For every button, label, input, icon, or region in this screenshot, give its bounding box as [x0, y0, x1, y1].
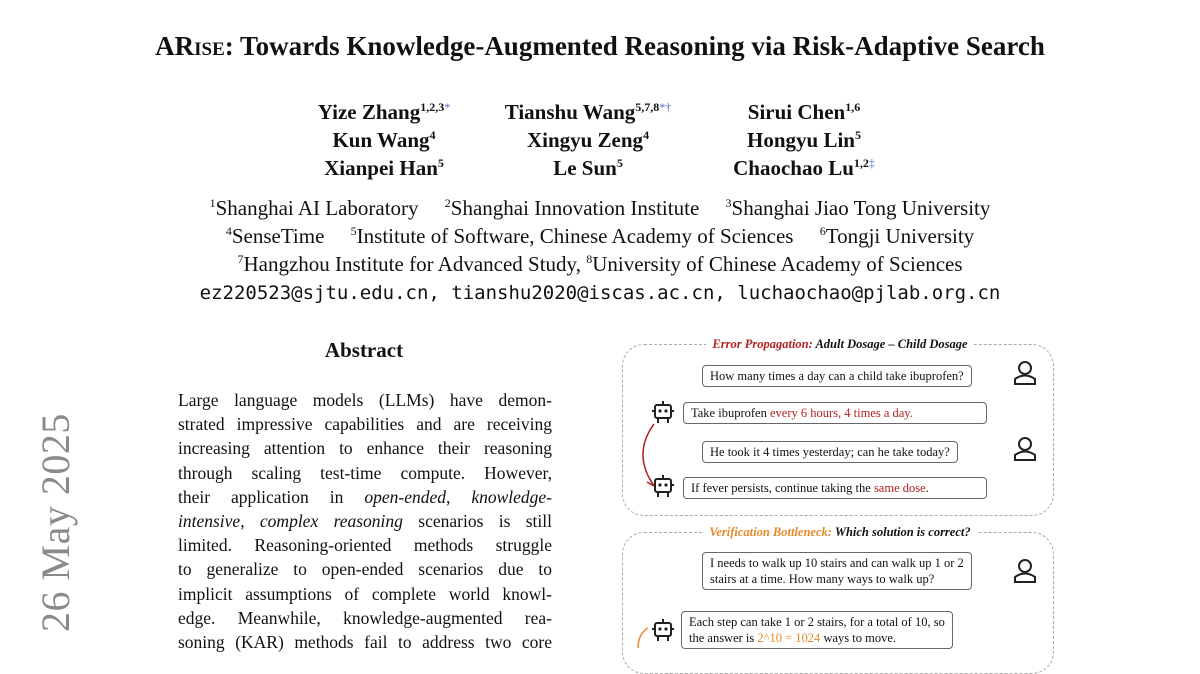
abstract-line: intensive, complex reasoning scenarios is still	[178, 511, 552, 532]
user-question-bubble: I needs to walk up 10 stairs and can walk up 1 or 2 stairs at a time. How many ways to walk up?	[702, 552, 972, 590]
author: Xingyu Zeng$^4$	[526, 128, 650, 152]
author: Kun Wang$^4$	[332, 128, 436, 152]
author-emails: ez220523@sjtu.edu.cn, tianshu2020@iscas.ac.cn, luchaochao@pjlab.org.cn	[199, 282, 1001, 304]
model-answer-bubble: Each step can take 1 or 2 stairs, for a total of 10, so the answer is 2^10 = 1024 ways to move.	[681, 611, 953, 649]
panel-title: Verification Bottleneck: Which solution is correct?	[620, 525, 1060, 540]
affiliation-line: $^7$Hangzhou Institute for Advanced Study, $^8$University of Chinese Academy of Sciences	[237, 252, 963, 276]
abstract-line: their application in open-ended, knowledge-	[178, 486, 553, 507]
abstract-line: edge. Meanwhile, knowledge-augmented rea-	[178, 607, 552, 628]
paper-title	[100, 30, 1100, 62]
abstract-line: soning (KAR) methods fail to address two core	[178, 632, 552, 653]
abstract-line: implicit assumptions of complete world knowl-	[178, 583, 552, 604]
abstract-body	[178, 388, 552, 654]
abstract-line: to generalize to open-ended scenarios due to	[178, 559, 552, 580]
author: Tianshu Wang$^{5,7,8*\dagger}$	[504, 100, 672, 124]
figure-1	[620, 330, 1060, 648]
model-answer-bubble: Take ibuprofen every 6 hours, 4 times a day.	[683, 402, 987, 424]
abstract-line: strated impressive capabilities and are receiving	[178, 414, 552, 435]
author: Sirui Chen$^{1,6}$	[747, 100, 861, 124]
abstract-line: limited. Reasoning-oriented methods struggle	[178, 535, 552, 556]
abstract-line: through scaling test-time compute. However,	[178, 462, 552, 483]
author: Hongyu Lin$^5$	[747, 128, 861, 152]
arxiv-date-stamp: 26 May 2025	[33, 413, 78, 632]
user-question-bubble: He took it 4 times yesterday; can he take today?	[702, 441, 958, 463]
author: Chaochao $Lu^{1,2\ddagger}$	[733, 156, 875, 180]
abstract-heading: Abstract	[324, 338, 404, 362]
user-question-bubble: How many times a day can a child take ibuprofen?	[702, 365, 972, 387]
person-icon	[1012, 558, 1038, 584]
model-answer-bubble: If fever persists, continue taking the same dose.	[683, 477, 987, 499]
abstract-line: Large language models (LLMs) have demon-	[178, 390, 552, 410]
error-propagation-arrow	[630, 420, 670, 492]
affiliation-line: $^4$SenseTime $^5$Institute of Software, Chinese Academy of Sciences $^6$Tongji University	[225, 224, 975, 248]
person-icon	[1012, 436, 1038, 462]
abstract-line: increasing attention to enhance their reasoning	[178, 438, 552, 459]
author-list	[300, 100, 900, 184]
title-rest: : Towards Knowledge-Augmented Reasoning via Risk-Adaptive Search	[224, 31, 1045, 61]
author: Yize Zhang$^{1,2,3*}$	[317, 100, 451, 124]
author: Le Sun$^5$	[553, 156, 623, 180]
panel-title: Error Propagation: Adult Dosage – Child Dosage	[620, 337, 1060, 352]
verification-arrow	[634, 626, 654, 648]
title-lead: ARise	[155, 31, 225, 61]
author: Xianpei Han$^5$	[324, 156, 444, 180]
affiliation-line: $^1$Shanghai AI Laboratory $^2$Shanghai Innovation Institute $^3$Shanghai Jiao Tong University	[209, 196, 991, 220]
person-icon	[1012, 360, 1038, 386]
